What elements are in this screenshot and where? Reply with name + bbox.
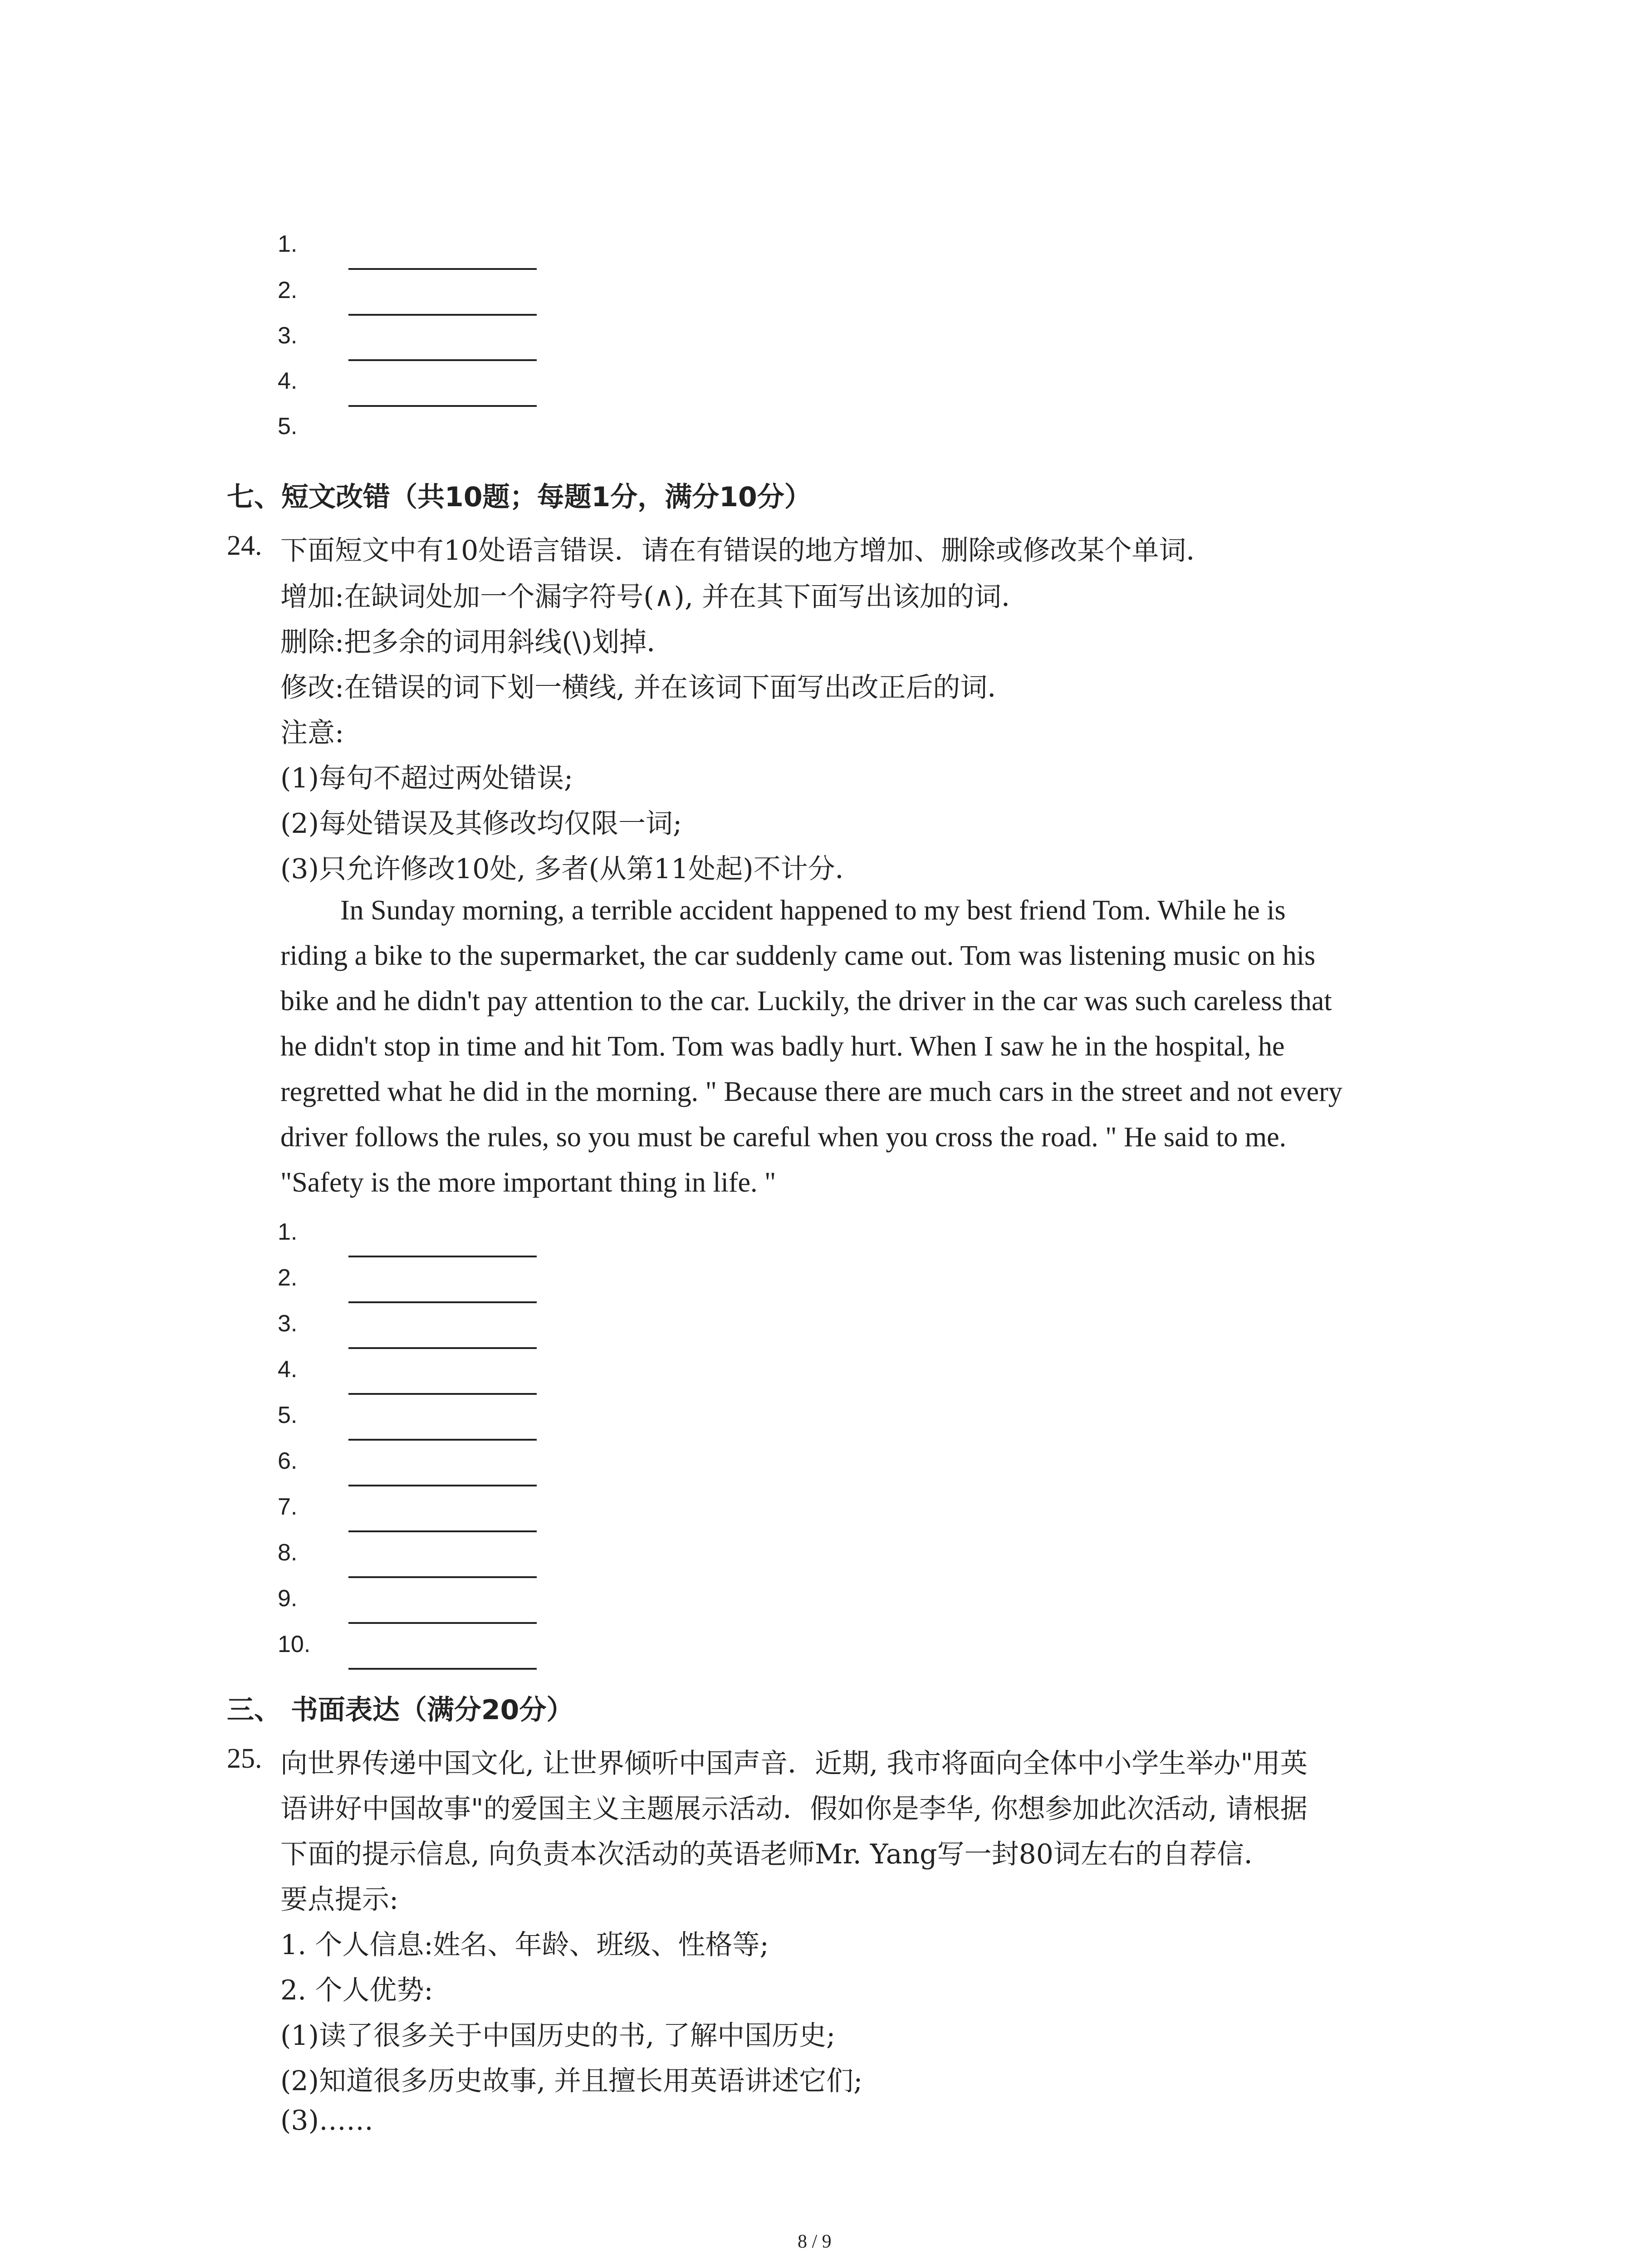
q25-line-1: 向世界传递中国文化, 让世界倾听中国声音．近期, 我市将面向全体中小学生举办"用英 bbox=[280, 1748, 1308, 1779]
rule-delete: 删除:把多余的词用斜线(\)划掉． bbox=[280, 626, 674, 658]
answer-label-5: 5. bbox=[278, 1402, 298, 1428]
page-number: 8 / 9 bbox=[798, 2231, 832, 2252]
passage-line-2: riding a bike to the supermarket, the car suddenly came out. Tom was listening music on his bbox=[280, 940, 1316, 971]
section-3-heading: 三、 书面表达（满分20分） bbox=[227, 1694, 574, 1726]
answer-label-3: 3. bbox=[278, 1310, 298, 1337]
q25-line-9: (3)…… bbox=[280, 2105, 373, 2136]
answer-blank-5[interactable] bbox=[348, 1439, 537, 1441]
answer-label-7: 7. bbox=[278, 1494, 298, 1520]
rule-modify: 修改:在错误的词下划一横线, 并在该词下面写出改正后的词． bbox=[280, 672, 1015, 704]
top-answer-blank-4[interactable] bbox=[348, 405, 537, 407]
answer-label-1: 1. bbox=[278, 1219, 298, 1245]
rule-note: 注意: bbox=[280, 717, 344, 749]
passage-line-5: regretted what he did in the morning. " Because there are much cars in the street and not every bbox=[280, 1076, 1342, 1107]
answer-label-8: 8. bbox=[278, 1540, 298, 1566]
answer-blank-8[interactable] bbox=[348, 1576, 537, 1578]
rule-note-2: (2)每处错误及其修改均仅限一词; bbox=[280, 808, 682, 840]
answer-label-9: 9. bbox=[278, 1585, 298, 1612]
answer-blank-3[interactable] bbox=[348, 1347, 537, 1349]
answer-blank-9[interactable] bbox=[348, 1622, 537, 1624]
passage-line-7: "Safety is the more important thing in life. " bbox=[280, 1167, 776, 1198]
passage-line-6: driver follows the rules, so you must be careful when you cross the road. " He said to me. bbox=[280, 1122, 1287, 1153]
q25-line-2: 语讲好中国故事"的爱国主义主题展示活动．假如你是李华, 你想参加此次活动, 请根据 bbox=[280, 1793, 1308, 1825]
top-answer-label-1: 1. bbox=[278, 231, 298, 257]
answer-blank-2[interactable] bbox=[348, 1301, 537, 1303]
q25-line-4: 要点提示: bbox=[280, 1884, 399, 1916]
answer-label-10: 10. bbox=[278, 1631, 311, 1657]
top-answer-label-2: 2. bbox=[278, 277, 298, 303]
question-24-instruction: 下面短文中有10处语言错误．请在有错误的地方增加、删除或修改某个单词． bbox=[280, 535, 1214, 567]
top-answer-label-5: 5. bbox=[278, 413, 298, 440]
question-25-number: 25. bbox=[227, 1743, 262, 1774]
top-answer-blank-1[interactable] bbox=[348, 268, 537, 270]
q25-line-7: (1)读了很多关于中国历史的书, 了解中国历史; bbox=[280, 2020, 836, 2052]
answer-blank-1[interactable] bbox=[348, 1256, 537, 1257]
top-answer-label-3: 3. bbox=[278, 323, 298, 349]
answer-blank-6[interactable] bbox=[348, 1485, 537, 1486]
answer-blank-4[interactable] bbox=[348, 1393, 537, 1395]
rule-note-3: (3)只允许修改10处, 多者(从第11处起)不计分． bbox=[280, 853, 862, 885]
answer-label-6: 6. bbox=[278, 1448, 298, 1474]
rule-add: 增加:在缺词处加一个漏字符号(∧), 并在其下面写出该加的词． bbox=[280, 581, 1029, 613]
q25-line-6: 2. 个人优势: bbox=[280, 1975, 433, 2006]
top-answer-blank-2[interactable] bbox=[348, 314, 537, 316]
q25-line-3: 下面的提示信息, 向负责本次活动的英语老师Mr. Yang写一封80词左右的自荐信． bbox=[280, 1838, 1271, 1870]
top-answer-blank-3[interactable] bbox=[348, 359, 537, 361]
q25-line-8: (2)知道很多历史故事, 并且擅长用英语讲述它们; bbox=[280, 2065, 863, 2097]
passage-line-4: he didn't stop in time and hit Tom. Tom was badly hurt. When I saw he in the hospital, he bbox=[280, 1031, 1285, 1062]
q25-line-5: 1. 个人信息:姓名、年龄、班级、性格等; bbox=[280, 1929, 769, 1961]
section-7-heading: 七、短文改错（共10题；每题1分，满分10分） bbox=[227, 481, 812, 513]
answer-label-4: 4. bbox=[278, 1356, 298, 1383]
passage-line-1: In Sunday morning, a terrible accident happened to my best friend Tom. While he is bbox=[340, 895, 1286, 926]
rule-note-1: (1)每句不超过两处错误; bbox=[280, 763, 573, 794]
answer-label-2: 2. bbox=[278, 1265, 298, 1291]
passage-line-3: bike and he didn't pay attention to the car. Luckily, the driver in the car was such careless that bbox=[280, 986, 1332, 1017]
answer-blank-7[interactable] bbox=[348, 1530, 537, 1532]
answer-blank-10[interactable] bbox=[348, 1668, 537, 1670]
top-answer-label-4: 4. bbox=[278, 368, 298, 394]
question-24-number: 24. bbox=[227, 530, 262, 561]
